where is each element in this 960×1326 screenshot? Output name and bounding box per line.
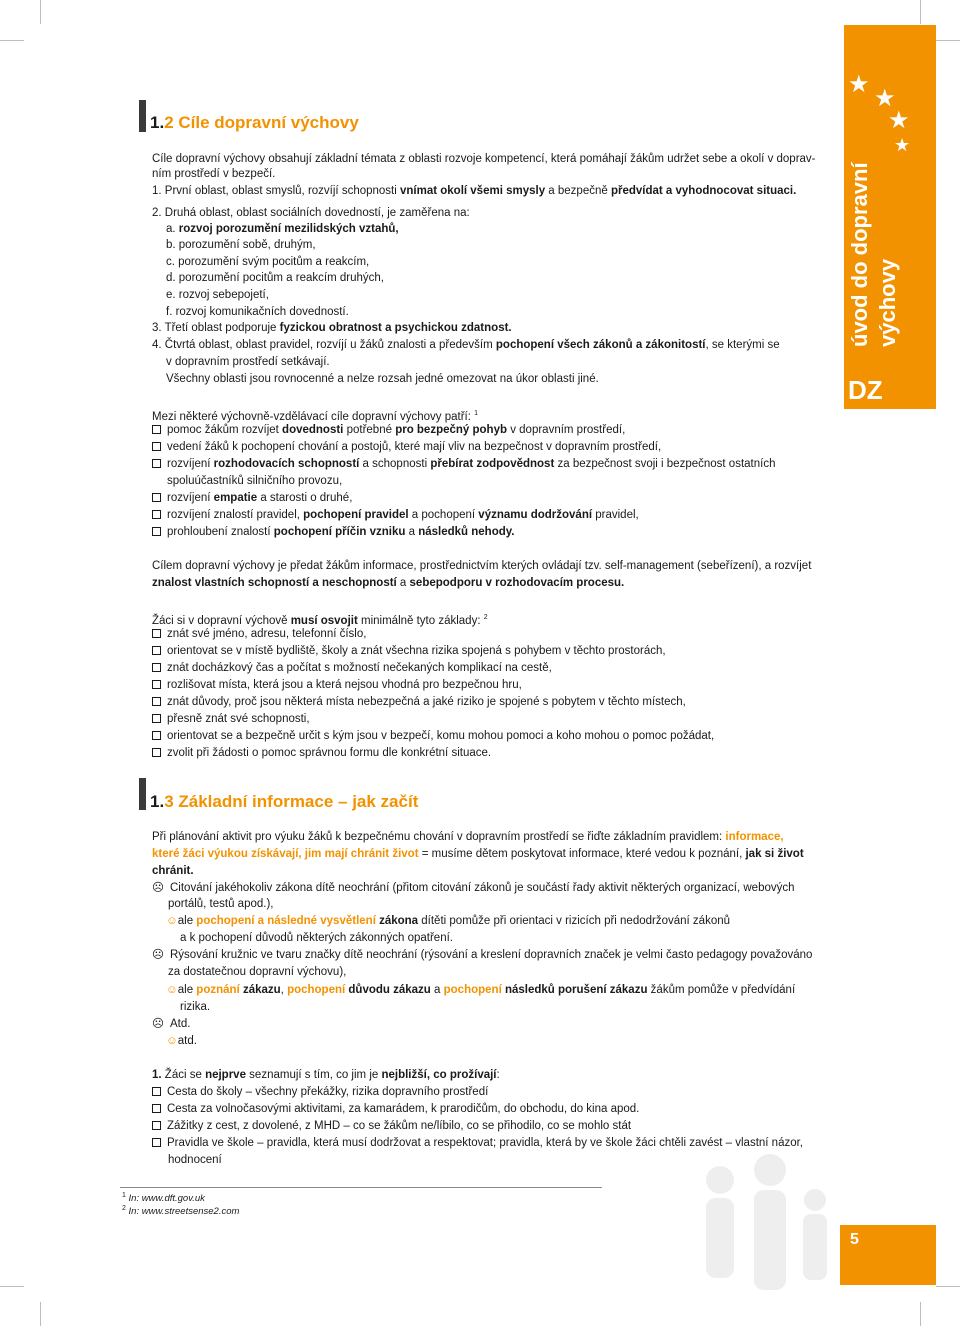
positive-item: ☺ale poznání zákazu, pochopení důvodu zákazu a pochopení následků porušení zákazu žákům pomůže v předvídání	[166, 984, 796, 996]
negative-item: ☹ Rýsování kružnic ve tvaru značky dítě neochrání (rýsování a kreslení dopravních značek je velmi často pedagogy považováno	[152, 949, 813, 961]
checkbox-item: pomoc žákům rozvíjet dovednosti potřebné pro bezpečný pohyb v dopravním prostředí,	[152, 423, 625, 438]
checkbox-item: rozlišovat místa, která jsou a která nejsou vhodná pro bezpečnou hru,	[152, 678, 522, 693]
list-item: e. rozvoj sebepojetí,	[166, 289, 269, 301]
checkbox-item: Zážitky z cest, z dovolené, z MHD – co se žákům ne/líbilo, co se přihodilo, co se mohlo stát	[152, 1119, 631, 1134]
checkbox-icon	[152, 629, 161, 638]
checkbox-item: orientovat se v místě bydliště, školy a znát všechna rizika spojená s pohybem v těchto prostorách,	[152, 644, 666, 659]
footnote: $^2$ In: www.streetsense2.com	[122, 1205, 240, 1218]
rule-line: které žáci výukou získávají, jim mají chránit život = musíme dětem poskytovat informace, které vedou k poznání, jak si život	[152, 848, 804, 860]
happy-face-icon: ☺	[166, 915, 178, 927]
checkbox-icon	[152, 1121, 161, 1130]
rule-line: chránit.	[152, 865, 194, 877]
checkbox-icon	[152, 748, 161, 757]
checkbox-item: přesně znát své schopnosti,	[152, 712, 310, 727]
checkbox-item: zvolit při žádosti o pomoc správnou formu dle konkrétní situace.	[152, 746, 491, 761]
sad-face-icon: ☹	[152, 882, 164, 894]
happy-face-icon: ☺	[166, 984, 178, 996]
negative-item: ☹ Atd.	[152, 1018, 191, 1030]
star-icon: ★	[894, 135, 911, 155]
negative-item: portálů, testů apod.),	[168, 898, 274, 910]
section-title: 1.3 Základní informace – jak začít	[150, 792, 419, 811]
checkbox-icon	[152, 714, 161, 723]
positive-item: rizika.	[180, 1001, 211, 1013]
happy-face-icon: ☺	[166, 1035, 178, 1047]
sad-face-icon: ☹	[152, 1018, 164, 1030]
checkbox-icon	[152, 493, 161, 502]
checkbox-item: znát docházkový čas a počítat s možností nečekaných komplikací na cestě,	[152, 661, 552, 676]
checkbox-item: spoluúčastníků silničního provozu,	[167, 475, 343, 487]
list-item: a. rozvoj porozumění mezilidských vztahů,	[166, 223, 399, 235]
checkbox-item: Pravidla ve škole – pravidla, která musí dodržovat a respektovat; pravidla, která by ve škole žáci chtěli zavést – vlastní názor,	[152, 1136, 803, 1151]
list-item: v dopravním prostředí setkávají.	[166, 356, 330, 368]
people-watermark-icon	[680, 1150, 840, 1300]
footnote-divider	[120, 1187, 602, 1188]
checkbox-icon	[152, 1087, 161, 1096]
checkbox-item: prohloubení znalostí pochopení příčin vzniku a následků nehody.	[152, 525, 514, 540]
checkbox-icon	[152, 1104, 161, 1113]
basics-intro: Žáci si v dopravní výchově musí osvojit minimálně tyto základy: $^2$	[152, 614, 488, 627]
intro-line: Cíle dopravní výchovy obsahují základní témata z oblasti rozvoje kompetencí, která pomáhají žákům udržet sebe a okolí v doprav-	[152, 153, 816, 165]
negative-item: ☹ Citování jakéhokoliv zákona dítě neochrání (přitom citování zákonů je součástí řady aktivit některých organizací, webových	[152, 882, 795, 894]
checkbox-icon	[152, 510, 161, 519]
positive-item: a k pochopení důvodů některých zákonných opatření.	[180, 932, 453, 944]
checkbox-item: rozvíjení znalostí pravidel, pochopení pravidel a pochopení významu dodržování pravidel,	[152, 508, 639, 523]
numbered-heading: 1. Žáci se nejprve seznamují s tím, co jim je nejbližší, co prožívají:	[152, 1069, 500, 1081]
section-marker	[139, 778, 146, 810]
crop-mark	[0, 40, 24, 41]
checkbox-icon	[152, 459, 161, 468]
checkbox-icon	[152, 527, 161, 536]
list-item: 2. Druhá oblast, oblast sociálních dovedností, je zaměřena na:	[152, 207, 470, 219]
crop-mark	[920, 0, 921, 24]
aim-line: znalost vlastních schopností a neschopností a sebepodporu v rozhodovacím procesu.	[152, 577, 625, 589]
side-tab-code: DZ	[848, 375, 883, 405]
checkbox-item: Cesta za volnočasovými aktivitami, za kamarádem, k prarodičům, do obchodu, do kina apod.	[152, 1102, 639, 1117]
crop-mark	[936, 40, 960, 41]
page-number: 5	[850, 1231, 859, 1248]
rule-line: Při plánování aktivit pro výuku žáků k bezpečnému chování v dopravním prostředí se řiďte základním pravidlem: informace,	[152, 831, 784, 843]
checkbox-icon	[152, 646, 161, 655]
positive-item: ☺atd.	[166, 1035, 197, 1047]
negative-item: za dostatečnou dopravní výchovu),	[168, 966, 347, 978]
checkbox-icon	[152, 731, 161, 740]
list-item: d. porozumění pocitům a reakcím druhých,	[166, 272, 384, 284]
checkbox-item: znát své jméno, adresu, telefonní číslo,	[152, 627, 366, 642]
section-marker	[139, 100, 146, 132]
crop-mark	[0, 1286, 24, 1287]
crop-mark	[936, 1286, 960, 1287]
list-item: c. porozumění svým pocitům a reakcím,	[166, 256, 370, 268]
checkbox-icon	[152, 425, 161, 434]
list-item: b. porozumění sobě, druhým,	[166, 239, 316, 251]
star-icon: ★	[848, 71, 870, 98]
checkbox-item: Cesta do školy – všechny překážky, rizika dopravního prostředí	[152, 1085, 488, 1100]
star-icon: ★	[874, 85, 896, 112]
crop-mark	[920, 1302, 921, 1326]
checkbox-icon	[152, 442, 161, 451]
checkbox-item: orientovat se a bezpečně určit s kým jsou v bezpečí, komu mohou pomoci a koho mohou o pomoc požádat,	[152, 729, 714, 744]
section-title: 1.2 Cíle dopravní výchovy	[150, 113, 359, 132]
intro-line: ním prostředí v bezpečí.	[152, 168, 276, 180]
list-item: 4. Čtvrtá oblast, oblast pravidel, rozvíjí u žáků znalosti a především pochopení všech zákonů a zákonitostí, se kterými se	[152, 339, 780, 351]
star-icon: ★	[888, 107, 910, 134]
list-item: f. rozvoj komunikačních dovedností.	[166, 306, 349, 318]
checkbox-item: znát důvody, proč jsou některá místa nebezpečná a jaké riziko je spojené s pobytem v těchto místech,	[152, 695, 686, 710]
side-tab	[844, 25, 936, 409]
checkbox-icon	[152, 697, 161, 706]
footnote: $^1$ In: www.dft.gov.uk	[122, 1192, 205, 1205]
side-tab-title: úvod do dopravní výchovy	[847, 162, 900, 347]
checkbox-item: rozvíjení rozhodovacích schopností a schopnosti přebírat zodpovědnost za bezpečnost svoji i bezpečnost ostatních	[152, 457, 775, 472]
page-number-box	[840, 1225, 936, 1285]
checkbox-item: hodnocení	[168, 1154, 222, 1166]
checkbox-item: vedení žáků k pochopení chování a postojů, které mají vliv na bezpečnost v dopravním prostředí,	[152, 440, 661, 455]
checkbox-icon	[152, 663, 161, 672]
goals-intro: Mezi některé výchovně-vzdělávací cíle dopravní výchovy patří: $^1$	[152, 410, 479, 423]
crop-mark	[40, 1302, 41, 1326]
positive-item: ☺ale pochopení a následné vysvětlení zákona dítěti pomůže při orientaci v rizicích při nedodržování zákonů	[166, 915, 731, 927]
list-item: 3. Třetí oblast podporuje fyzickou obratnost a psychickou zdatnost.	[152, 322, 512, 334]
sad-face-icon: ☹	[152, 949, 164, 961]
checkbox-icon	[152, 680, 161, 689]
list-item: Všechny oblasti jsou rovnocenné a nelze rozsah jedné omezovat na úkor oblasti jiné.	[166, 373, 599, 385]
aim-line: Cílem dopravní výchovy je předat žákům informace, prostřednictvím kterých ovládají tzv. self-management (sebeřízení), a rozvíjet	[152, 560, 812, 572]
list-item: 1. První oblast, oblast smyslů, rozvíjí schopnosti vnímat okolí všemi smysly a bezpečně předvídat a vyhodnocovat situaci.	[152, 185, 797, 197]
checkbox-item: rozvíjení empatie a starosti o druhé,	[152, 491, 352, 506]
checkbox-icon	[152, 1138, 161, 1147]
crop-mark	[40, 0, 41, 24]
